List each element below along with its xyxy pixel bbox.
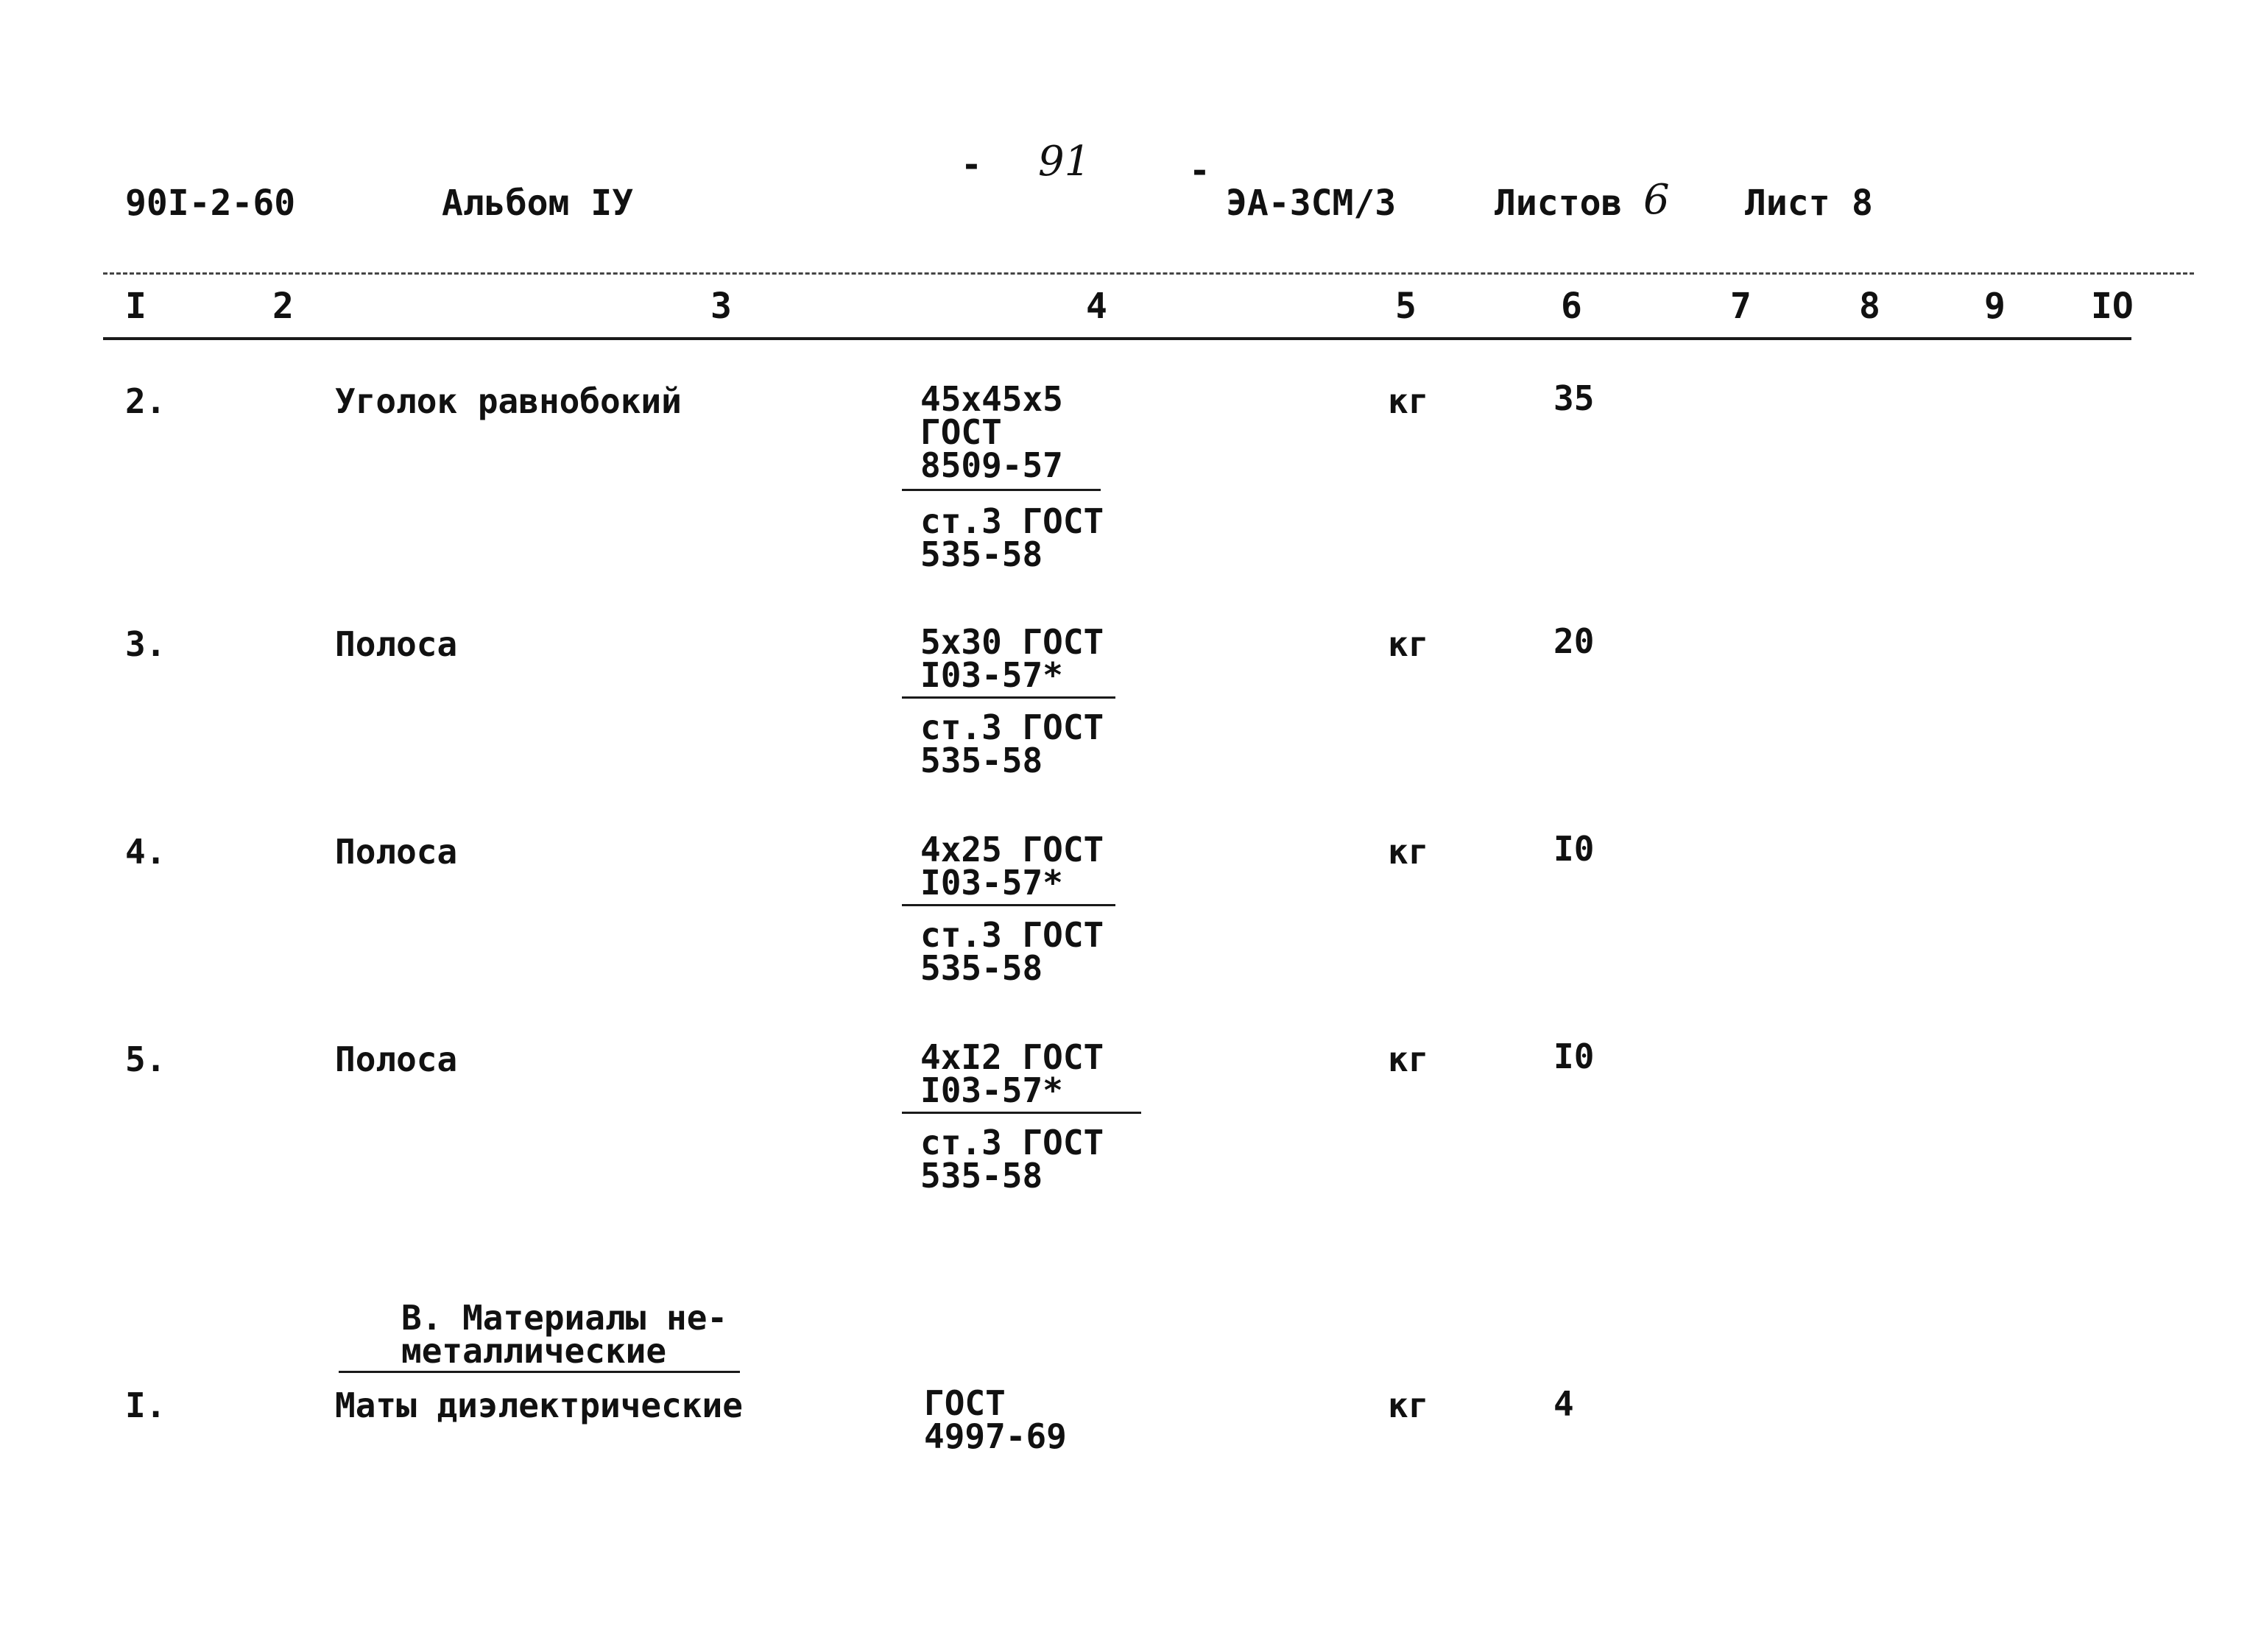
quantity: 35 [1553, 378, 1595, 418]
quantity: 4 [1553, 1384, 1574, 1424]
row-number: I. [125, 1386, 166, 1425]
album-label: Альбом IУ [442, 183, 634, 224]
document-number: 90I-2-60 [125, 183, 296, 224]
spec-bottom: ст.3 ГОСТ 535-58 [920, 915, 1104, 989]
page-number-dash-left: - [961, 144, 982, 186]
quantity: 20 [1553, 621, 1595, 661]
spec-top: 4xI2 ГОСТ I03-57* [920, 1037, 1104, 1111]
unit: кг [1388, 381, 1429, 421]
column-header-3: 3 [710, 286, 732, 327]
spec-top: 4x25 ГОСТ I03-57* [920, 830, 1104, 903]
item-name: Маты диэлектрические [335, 1386, 743, 1425]
column-header-1: I [125, 286, 147, 327]
sheets-count-value: 6 [1643, 176, 1670, 224]
row-number: 2. [125, 381, 166, 421]
spec-bottom: ст.3 ГОСТ 535-58 [920, 1123, 1104, 1196]
sheet-value: 8 [1852, 183, 1873, 224]
item-name: Полоса [335, 832, 458, 872]
unit: кг [1388, 1386, 1429, 1425]
column-header-6: 6 [1561, 286, 1582, 327]
section-title: В. Материалы не- металлические [401, 1298, 728, 1372]
row-number: 4. [125, 832, 166, 872]
column-header-8: 8 [1859, 286, 1880, 327]
page-number: 91 [1038, 138, 1091, 186]
fraction-line [902, 904, 1115, 906]
page-number-dash-right: - [1189, 150, 1210, 191]
column-header-4: 4 [1086, 286, 1107, 327]
fraction-line [902, 1112, 1141, 1114]
column-header-7: 7 [1730, 286, 1752, 327]
spec: ГОСТ 4997-69 [924, 1383, 1067, 1457]
table-header-rule [103, 337, 2131, 340]
fraction-line [902, 696, 1115, 699]
item-name: Полоса [335, 1039, 458, 1079]
table-top-rule [103, 272, 2194, 275]
row-number: 3. [125, 624, 166, 664]
column-header-9: 9 [1984, 286, 2006, 327]
unit: кг [1388, 1039, 1429, 1079]
spec-bottom: ст.3 ГОСТ 535-58 [920, 707, 1104, 781]
item-name: Полоса [335, 624, 458, 664]
fraction-line [902, 489, 1101, 491]
column-header-5: 5 [1395, 286, 1417, 327]
spec-bottom: ст.3 ГОСТ 535-58 [920, 501, 1104, 575]
unit: кг [1388, 832, 1429, 872]
sheet-label: Лист [1745, 183, 1830, 224]
column-header-10: IO [2091, 286, 2134, 327]
spec-top: 45x45x5 ГОСТ 8509-57 [920, 379, 1063, 486]
spec-top: 5x30 ГОСТ I03-57* [920, 622, 1104, 696]
quantity: I0 [1553, 829, 1595, 869]
column-header-2: 2 [272, 286, 294, 327]
section-title-underline [339, 1371, 740, 1373]
drawing-code: ЭА-ЗСМ/З [1226, 183, 1397, 224]
sheets-count-label: Листов [1495, 183, 1623, 224]
unit: кг [1388, 624, 1429, 664]
row-number: 5. [125, 1039, 166, 1079]
quantity: I0 [1553, 1037, 1595, 1076]
item-name: Уголок равнобокий [335, 381, 682, 421]
